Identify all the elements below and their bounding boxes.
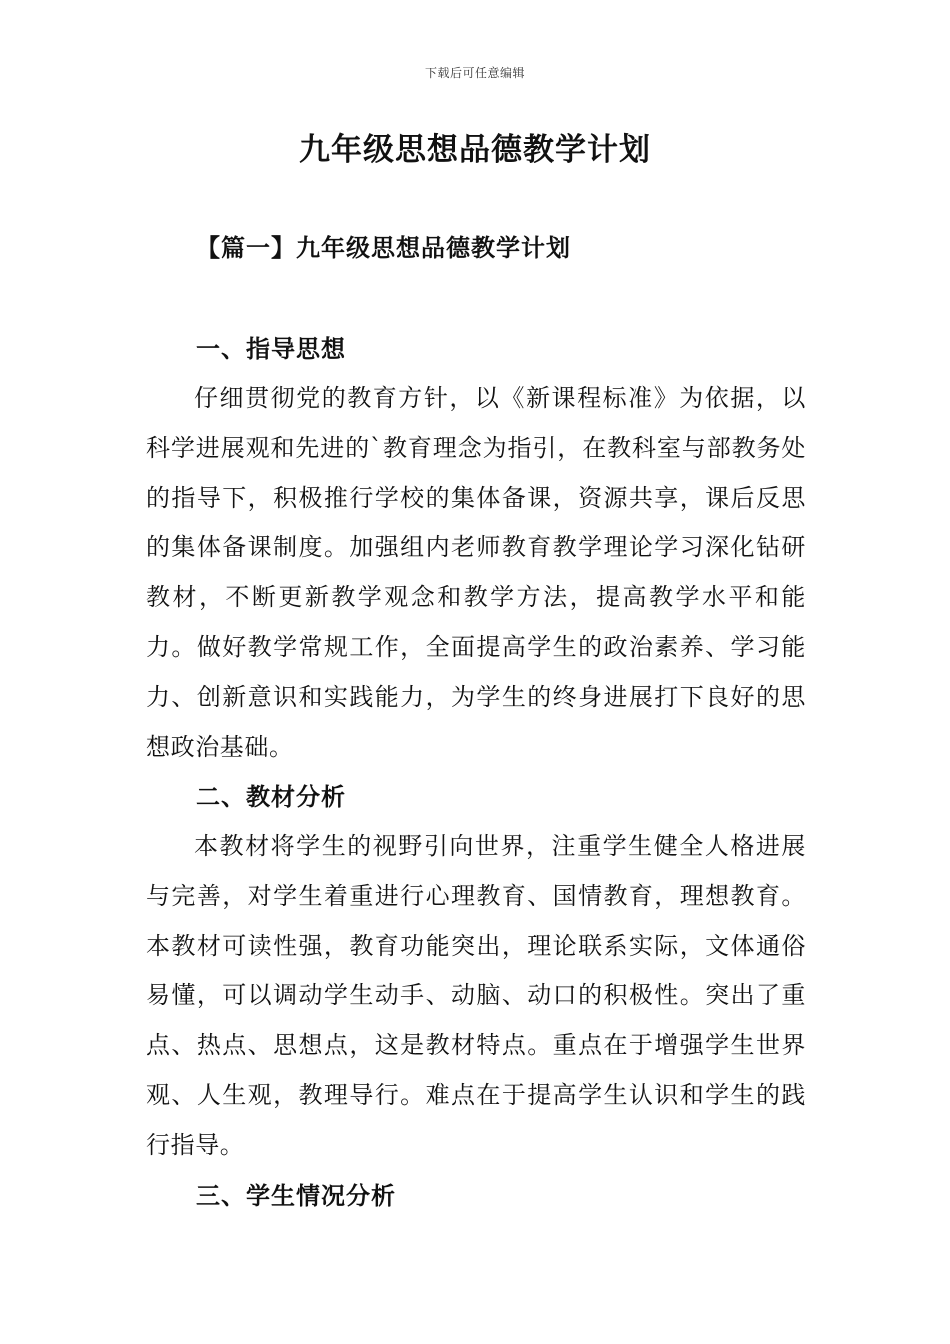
heading-guiding-ideology: 一、指导思想 bbox=[196, 334, 346, 363]
header-note: 下载后可任意编辑 bbox=[424, 66, 525, 80]
paragraph-textbook-analysis bbox=[146, 822, 806, 1171]
section-title: 【篇一】九年级思想品德教学计划 bbox=[196, 233, 571, 262]
heading-textbook-analysis: 二、教材分析 bbox=[196, 782, 346, 811]
heading-student-analysis: 三、学生情况分析 bbox=[196, 1181, 396, 1210]
paragraph-guiding-ideology bbox=[146, 374, 806, 772]
paragraph-text: 本教材将学生的视野引向世界，注重学生健全人格进展与完善，对学生着重进行心理教育、国情教育，理想教育。本教材可读性强，教育功能突出，理论联系实际，文体通俗易懂，可以调动学生动手、动脑、动口的积极性。突出了重点、热点、思想点，这是教材特点。重点在于增强学生世界观、人生观，教理导行。难点在于提高学生认识和学生的践行指导。 bbox=[146, 832, 806, 1159]
paragraph-text: 仔细贯彻党的教育方针，以《新课程标准》为依据，以科学进展观和先进的`教育理念为指引，在教科室与部教务处的指导下，积极推行学校的集体备课，资源共享，课后反思的集体备课制度。加强组内老师教育教学理论学习深化钻研教材，不断更新教学观念和教学方法，提高教学水平和能力。做好教学常规工作，全面提高学生的政治素养、学习能力、创新意识和实践能力，为学生的终身进展打下良好的思想政治基础。 bbox=[146, 384, 806, 761]
document-title: 九年级思想品德教学计划 bbox=[299, 132, 651, 168]
